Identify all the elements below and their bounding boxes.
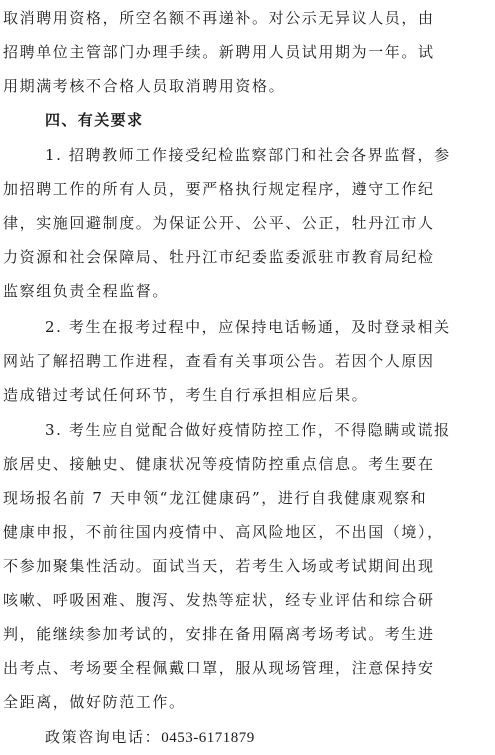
text-line: 招聘单位主管部门办理手续。新聘用人员试用期为一年。试 [3, 43, 435, 61]
text-line: 力资源和社会保障局、牡丹江市纪委监委派驻市教育局纪检 [3, 248, 435, 266]
text-line: 1. 招聘教师工作接受纪检监察部门和社会各界监督，参 [45, 146, 451, 164]
section-heading: 四、有关要求 [45, 111, 144, 129]
text-line: 现场报名前 7 天申领“龙江健康码”，进行自我健康观察和 [3, 489, 428, 507]
contact-label: 政策咨询电话： [45, 728, 162, 746]
contact-line [45, 727, 255, 748]
text-line: 不参加聚集性活动。面试当天，若考生入场或考试期间出现 [3, 557, 435, 575]
contact-phone: 0453-6171879 [161, 730, 255, 746]
text-line: 取消聘用资格，所空名额不再递补。对公示无异议人员，由 [3, 9, 435, 27]
text-line: 出考点、考场要全程佩戴口罩，服从现场管理，注意保持安 [3, 659, 435, 677]
text-line: 全距离，做好防范工作。 [3, 693, 186, 711]
text-line: 旅居史、接触史、健康状况等疫情防控重点信息。考生要在 [3, 455, 435, 473]
text-line: 3. 考生应自觉配合做好疫情防控工作，不得隐瞒或谎报 [45, 421, 451, 439]
text-line: 监察组负责全程监督。 [3, 282, 170, 300]
text-line: 律，实施回避制度。为保证公开、公平、公正，牡丹江市人 [3, 214, 435, 232]
text-line: 加招聘工作的所有人员，要严格执行规定程序，遵守工作纪 [3, 180, 435, 198]
text-line: 2. 考生在报考过程中，应保持电话畅通，及时登录相关 [45, 318, 451, 336]
text-line: 健康申报，不前往国内疫情中、高风险地区，不出国（境）， [3, 523, 444, 541]
text-line: 网站了解招聘工作进程，查看有关事项公告。若因个人原因 [3, 352, 435, 370]
text-line: 造成错过考试任何环节，考生自行承担相应后果。 [3, 386, 369, 404]
text-line: 判，能继续参加考试的，安排在备用隔离考场考试。考生进 [3, 625, 435, 643]
text-line: 咳嗽、呼吸困难、腹泻、发热等症状，经专业评估和综合研 [3, 591, 435, 609]
text-line: 用期满考核不合格人员取消聘用资格。 [3, 77, 286, 95]
